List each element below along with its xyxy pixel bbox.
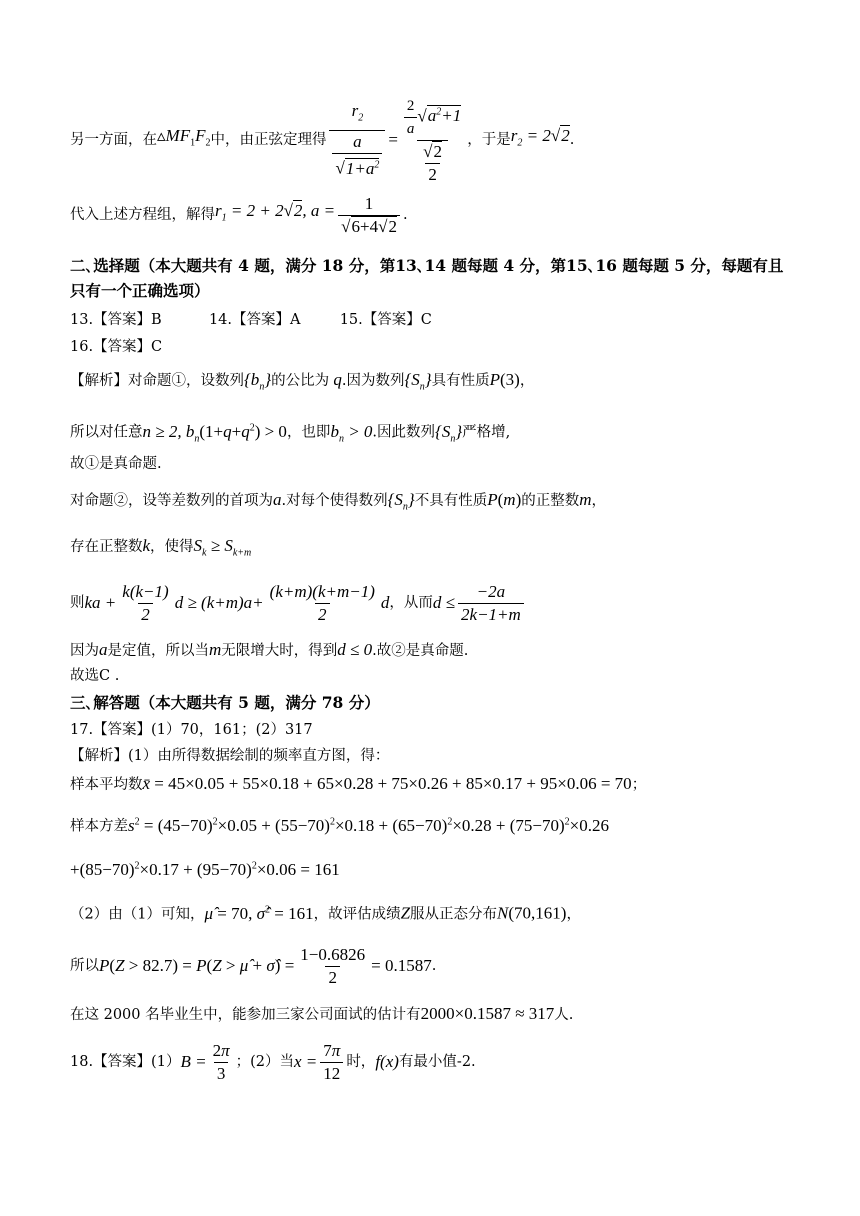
math-triangle: $▵MF_1F_2$	[157, 126, 211, 149]
solution-line: 【解析】(1）由所得数据绘制的频率直方图，得：	[70, 748, 390, 764]
answer-16: 16.【答案】C	[70, 339, 163, 355]
section-title: 二､选择题（本大题共有 4 题，满分 18 分，第13､14 题每题 4 分，第15､16 题每题 5 分，每题有且	[70, 256, 784, 275]
math-solution: $r_1 = 2 + 2√2$, a =	[215, 201, 336, 224]
solution-line: 代入上述方程组，解得 $r_1 = 2 + 2√2$, a = $\frac{1}{√6+4√2}$ .	[70, 193, 408, 236]
solution-line: （2）由（1）可知，μ̂ = 70, σ̂$^2$ = 161，故评估成绩Z服从正态分布N(70,161)，	[70, 903, 581, 923]
explanation-line: 【解析】对命题①，设数列$\{b_n\}$的公比为 q.因为数列$\{S_n\}$具有性质P(3)，	[70, 370, 535, 393]
math-fraction: $\frac{2}{a}$ $√a^2+1$ $\frac{√2}{2}$	[401, 96, 464, 185]
explanation-line: 则 ka + $\frac{k(k-1)}{2}$ d ≥ (k+m)a+ $\frac{(k+m)(k+m-1)}{2}$ d ，从而 d ≤ $\frac{-2a}{2k-1+m}$	[70, 580, 820, 626]
explanation-line: 故①是真命题.	[70, 456, 162, 472]
probability-line: 所以 P(Z > 82.7) = P(Z > μ̂ + σ̂) = $\frac{1-0.6826}{2}$ = 0.1587 .	[70, 944, 437, 987]
answers-line	[70, 310, 820, 330]
math-r2: $r_2 = 2√2$	[510, 126, 570, 149]
math-fraction: $\frac{r_2}{\frac{a}{√1+a^2}}$	[329, 101, 385, 178]
answer-15: 15.【答案】C	[339, 312, 432, 328]
answer-18: 18.【答案】(1） B = $\frac{2\pi}{3}$ ；(2）当 x = $\frac{7\pi}{12}$ 时， f(x) 有最小值-2.	[70, 1040, 476, 1083]
text: 另一方面，在	[70, 132, 157, 148]
answer-17: 17.【答案】(1）70，161；(2）317	[70, 722, 313, 738]
answer-13: 13.【答案】B	[70, 312, 162, 328]
section-title: 只有一个正确选项）	[70, 281, 210, 300]
text: ，于是	[467, 132, 511, 148]
sample-variance-line: 样本方差$s^2 = (45-70)^2\times 0.05 + (55-70)^2\times 0.18 + (65-70)^2\times 0.28 + (75-70)^2\times 0.26$	[70, 815, 609, 835]
explanation-line: 所以对任意n ≥ 2, $b_n(1+q+q^2) > 0$，也即$b_n > 0$.因此数列$\{S_n\}$严格增,	[70, 421, 511, 445]
math-fraction: $\frac{1}{√6+4√2}$	[338, 194, 400, 237]
estimate-line: 在这 2000 名毕业生中，能参加三家公司面试的估计有2000×0.1587 ≈ 317人.	[70, 1004, 574, 1023]
law-of-sines-line: 另一方面，在 $▵MF_1F_2$ 中，由正弦定理得 $\frac{r_2}{\frac{a}{√1+a^2}}$ = $\frac{2}{a}$ $√a^2+1$ $\frac{√2}{2}$ ，于是 $r_2 = 2√2$ .	[70, 97, 575, 184]
sample-mean-line: 样本平均数x̄ = 45×0.05 + 55×0.18 + 65×0.28 + 75×0.26 + 85×0.17 + 95×0.06 = 70；	[70, 774, 647, 793]
text: 代入上述方程组，解得	[70, 207, 215, 223]
explanation-line: 存在正整数k，使得$S_k \ge S_{k+m}$	[70, 536, 252, 559]
explanation-line: 对命题②，设等差数列的首项为a.对每个使得数列$\{S_n\}$不具有性质P(m)的正整数m，	[70, 490, 607, 513]
text: 中，由正弦定理得	[210, 132, 327, 148]
section-title: 三､解答题（本大题共有 5 题，满分 78 分）	[70, 693, 380, 712]
answer-14: 14.【答案】A	[208, 312, 301, 328]
explanation-line: 故选C .	[70, 668, 120, 684]
explanation-line: 因为a是定值，所以当m无限增大时，得到d ≤ 0.故②是真命题.	[70, 640, 469, 659]
sample-variance-line: $+(85-70)^2\times 0.17 + (95-70)^2\times 0.06 = 161$	[70, 859, 340, 879]
